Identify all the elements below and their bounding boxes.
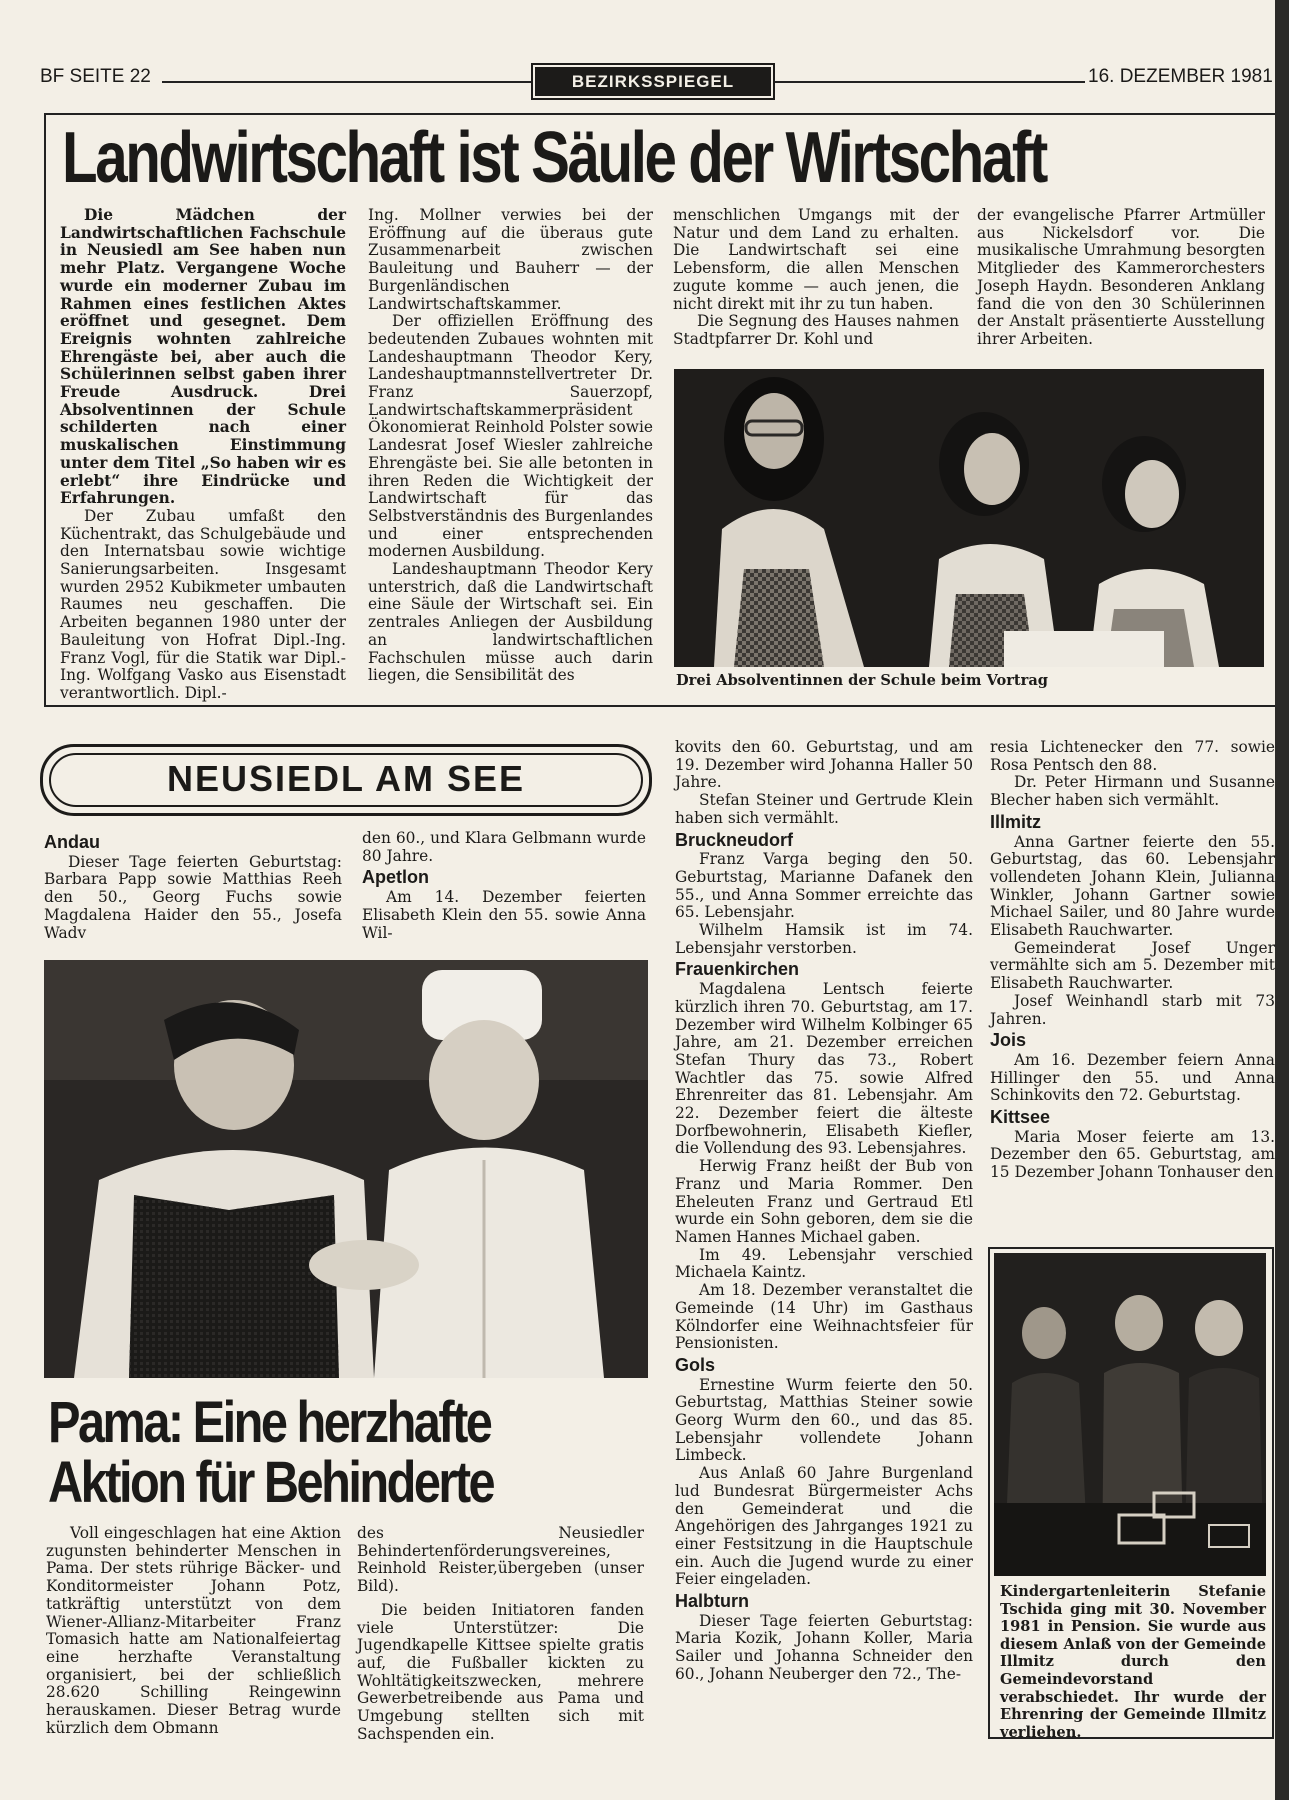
page-number: BF SEITE 22: [40, 66, 151, 87]
lead-headline: Landwirtschaft ist Säule der Wirtschaft: [62, 118, 1046, 198]
heading-halbturn: Halbturn: [675, 1591, 749, 1612]
frauen-p3: Im 49. Lebensjahr verschied Michaela Kaintz.: [675, 1245, 973, 1282]
illmitz-p3: Josef Weinhandl starb mit 73 Jahren.: [990, 991, 1275, 1028]
lead-col1-body: Der Zubau umfaßt den Küchentrakt, das Schulgebäude und den Internatsbau sowie wichtige Sanierungsarbeiten. Insgesamt wurden 2952 Kubikmeter umbauten Raumes neu geschaffen. Die Arbeiten begannen 1980 unter der Bauleitung von Hofrat Dipl.-Ing. Franz Vogl, für die Statik war Dipl.-Ing. Wolfgang Vasko aus Eisenstadt verantwortlich. Dipl.-: [60, 506, 346, 702]
pama-headline-line1: Pama: Eine herzhafte: [48, 1390, 491, 1455]
lead-col-2: [368, 207, 653, 685]
section-label: BEZIRKSSPIEGEL: [535, 67, 771, 96]
pama-col-left: [46, 1525, 341, 1737]
heading-illmitz: Illmitz: [990, 811, 1042, 832]
col-b-cont: den 60., und Klara Gelbmann wurde 80 Jahre.: [362, 829, 646, 865]
andau-text: Dieser Tage feierten Geburtstag: Barbara Papp sowie Matthias Reeh den 50., Georg Fuchs sowie Magdalena Haider den 55., Josefa Wadv: [44, 852, 342, 942]
lead-col3-p1: menschlichen Umgangs mit der Natur und dem Land zu erhalten. Die Landwirtschaft sei eine Lebensform, die allen Menschen zugute komme — auch jenen, die nicht direkt mit ihr zu tun haben.: [673, 206, 959, 313]
lead-photo: [674, 369, 1264, 667]
col-a: [44, 830, 342, 942]
pama-left-text: Voll eingeschlagen hat eine Aktion zugunsten behinderter Menschen in Pama. Der stets rührige Bäcker- und Konditormeister Johann Potz, tatkräftig unterstützt von dem Wiener-Allianz-Mitarbeiter Franz Tomasich hatte am Nationalfeiertag eine herzhafte Veranstaltung organisiert, bei der schließlich 28.620 Schilling Reingewinn herauskamen. Dieser Betrag wurde kürzlich dem Obmann: [46, 1524, 341, 1737]
illmitz-p2: Gemeinderat Josef Unger vermählte sich am 5. Dezember mit Elisabeth Rauchwarter.: [990, 938, 1275, 993]
section-box-title: NEUSIEDL AM SEE: [166, 758, 526, 799]
page-edge-shadow: [1275, 0, 1289, 1800]
gols-p1: Ernestine Wurm feierte den 50. Geburtstag, Matthias Steiner sowie Georg Wurm den 60., und das 85. Lebensjahr vollendete Johann Limbeck.: [675, 1375, 973, 1465]
lead-col2-p2: Der offiziellen Eröffnung des bedeutenden Zubaues wohnten mit Landeshauptmann Theodor Kery, Landeshauptmannstellvertreter Dr. Franz Sauerzopf, Landwirtschaftskammerpräsident Ökonomierat Reinhold Polster sowie Landesrat Josef Wiesler zahlreiche Ehrengäste bei. Sie alle betonten in ihren Reden die Wichtigkeit der Landwirtschaft für das Selbstverständnis des Burgenlandes und einer entsprechenden modernen Ausbildung.: [368, 312, 653, 561]
issue-date: 16. DEZEMBER 1981: [1088, 66, 1273, 87]
lead-col-4: [977, 207, 1265, 349]
frauen-p4: Am 18. Dezember veranstaltet die Gemeinde (14 Uhr) im Gasthaus Kölndorfer eine Weihnachtsfeier für Pensionisten.: [675, 1281, 973, 1353]
jois-p1: Am 16. Dezember feiern Anna Hillinger den 55. und Anna Schinkovits den 72. Geburtstag.: [990, 1050, 1275, 1105]
col-d: [990, 739, 1275, 1182]
heading-bruckneudorf: Bruckneudorf: [675, 829, 794, 850]
col-c-cont: kovits den 60. Geburtstag, und am 19. Dezember wird Johanna Haller 50 Jahre.: [675, 738, 973, 792]
graduates-photo-illustration: [674, 369, 1264, 667]
lead-intro: Die Mädchen der Landwirtschaftlichen Fachschule in Neusiedl am See haben nun mehr Platz. Vergangene Woche wurde ein moderner Zubau im Rahmen eines festlichen Aktes eröffnet und gesegnet. Dem Ereignis wohnten zahlreiche Ehrengäste bei, aber auch die Schülerinnen selbst gaben ihrer Freude Ausdruck. Drei Absolventinnen der Schule schilderten nach einer muskalischen Einstimmung unter dem Titel „So haben wir es erlebt“ ihre Eindrücke und Erfahrungen.: [60, 206, 346, 508]
col-d-cont: resia Lichtenecker den 77. sowie Rosa Pentsch den 88.: [990, 738, 1275, 774]
heading-kittsee: Kittsee: [990, 1107, 1051, 1128]
pama-col-right: [357, 1525, 644, 1743]
section-box: [40, 744, 652, 816]
ceremony-photo-illustration: [994, 1253, 1266, 1576]
handover-photo-illustration: [44, 960, 648, 1378]
gols-p2: Aus Anlaß 60 Jahre Burgenland lud Bundesrat Bürgermeister Achs den Gemeinderat und die Angehörigen des Jahrganges 1921 zu einer Festsitzung in die Hauptschule ein. Auch die Jugend wurde zu einer Feier eingeladen.: [675, 1464, 973, 1589]
pama-right-p1: des Neusiedler Behindertenförderungsvereines, Reinhold Reister,übergeben (unser Bild).: [357, 1524, 644, 1596]
lead-col2-p3: Landeshauptmann Theodor Kery unterstrich, daß die Landwirtschaft eine Säule der Wirtschaft sei. Ein zentrales Anliegen der Ausbildung an landwirtschaftlichen Fachschulen müsse auch darin liegen, die Sensibilität des: [368, 560, 653, 685]
header-rule-left: [162, 81, 532, 83]
header-rule-right: [775, 81, 1085, 83]
heading-frauenkirchen: Frauenkirchen: [675, 959, 800, 980]
illmitz-photo: [994, 1253, 1266, 1576]
lead-col-3: [673, 207, 959, 349]
bruck-p2: Wilhelm Hamsik ist im 74. Lebensjahr verstorben.: [675, 921, 973, 957]
pama-photo: [44, 960, 648, 1378]
illmitz-p1: Anna Gartner feierte den 55. Geburtstag, das 60. Lebensjahr vollendeten Johann Klein, Julianna Winkler, Johann Gartner sowie Michael Sailer, und 80 Jahre wurde Elisabeth Rauchwarter.: [990, 832, 1275, 940]
heading-gols: Gols: [675, 1354, 716, 1375]
lead-col3-p2: Die Segnung des Hauses nahmen Stadtpfarrer Dr. Kohl und: [673, 312, 959, 348]
pama-headline-line2: Aktion für Behinderte: [48, 1450, 494, 1515]
lead-photo-caption: Drei Absolventinnen der Schule beim Vortrag: [676, 672, 1048, 689]
col-c-married: Stefan Steiner und Gertrude Klein haben sich vermählt.: [675, 791, 973, 827]
apetlon-text: Am 14. Dezember feierten Elisabeth Klein den 55. sowie Anna Wil-: [362, 888, 646, 942]
col-b: [362, 830, 646, 942]
lead-col-1: [60, 207, 346, 703]
halb-p1: Dieser Tage feierten Geburtstag: Maria Kozik, Johann Koller, Maria Sailer und Johanna Schneider den 60., Johann Neuberger den 72., The-: [675, 1611, 973, 1683]
col-c: [675, 739, 973, 1684]
lead-col4-p1: der evangelische Pfarrer Artmüller aus Nickelsdorf vor. Die musikalische Umrahmung besorgten Mitglieder des Kammerorchesters Joseph Haydn. Besonderen Anklang fand die von den 30 Schülerinnen der Anstalt präsentierte Ausstellung ihrer Arbeiten.: [977, 206, 1265, 348]
col-d-married: Dr. Peter Hirmann und Susanne Blecher haben sich vermählt.: [990, 773, 1275, 810]
heading-andau: Andau: [44, 832, 100, 852]
kittsee-p1: Maria Moser feierte am 13. Dezember den 65. Geburtstag, am 15 Dezember Johann Tonhauser den: [990, 1127, 1275, 1182]
pama-right-p2: Die beiden Initiatoren fanden viele Unterstützer: Die Jugendkapelle Kittsee spielte gratis auf, die Fußballer kickten zu Wohltätigkeitszwecken, mehrere Gewerbetreibende aus Pama und Umgebung stellten sich mit Sachspenden ein.: [357, 1600, 644, 1743]
heading-apetlon: Apetlon: [362, 867, 429, 888]
illmitz-photo-caption: Kindergartenleiterin Stefanie Tschida ging mit 30. November 1981 in Pension. Sie wurde aus diesem Anlaß von der Gemeinde Illmitz durch den Gemeindevorstand verabschiedet. Ihr wurde der Ehrenring der Gemeinde Illmitz verliehen.: [1000, 1583, 1266, 1741]
heading-jois: Jois: [990, 1030, 1027, 1051]
frauen-p2: Herwig Franz heißt der Bub von Franz und Maria Rommer. Den Eheleuten Franz und Gertraud Etl wurde ein Sohn geboren, dem sie die Namen Hannes Michael gaben.: [675, 1157, 973, 1246]
frauen-p1: Magdalena Lentsch feierte kürzlich ihren 70. Geburtstag, am 17. Dezember wird Wilhelm Kolbinger 65 Jahre, am 21. Dezember erreichen Stefan Thury das 73., Robert Wachtler das 75. sowie Alfred Ehrenreiter das 81. Lebensjahr. Am 22. Dezember feiert die älteste Dorfbewohnerin, Elisabeth Kiefler, die Vollendung des 93. Lebensjahres.: [675, 980, 973, 1158]
bruck-p1: Franz Varga beging den 50. Geburtstag, Marianne Dafanek den 55., und Anna Sommer erreichte das 65. Lebensjahr.: [675, 850, 973, 922]
lead-col2-p1: Ing. Mollner verwies bei der Eröffnung auf die überaus gute Zusammenarbeit zwischen Bauleitung und Bauherr — der Burgenländischen Landwirtschaftskammer.: [368, 206, 653, 313]
